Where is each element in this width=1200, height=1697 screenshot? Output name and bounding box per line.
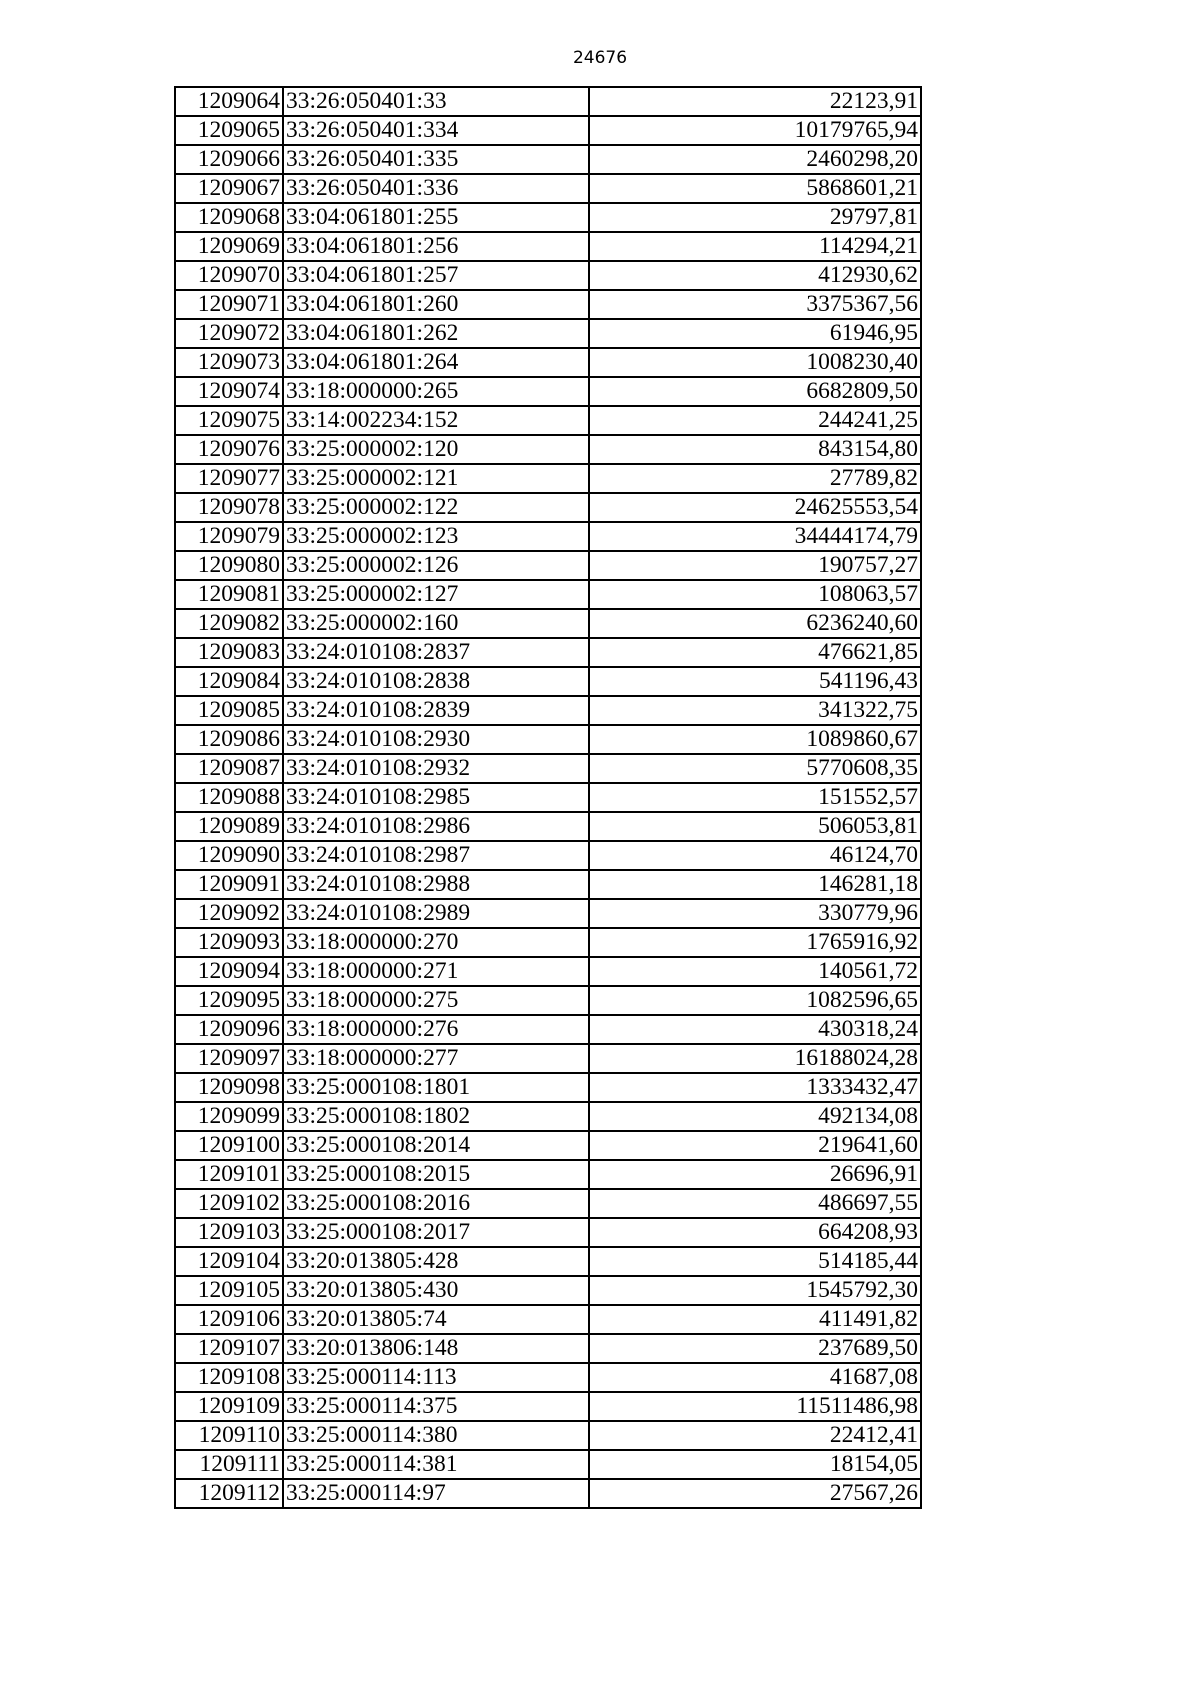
cadastral-value-cell: 5770608,35: [589, 754, 921, 783]
row-number-cell: 1209096: [175, 1015, 283, 1044]
table-row: [175, 725, 921, 754]
row-number-cell: 1209105: [175, 1276, 283, 1305]
cadastral-number-cell: 33:24:010108:2930: [283, 725, 589, 754]
cadastral-number-cell: 33:26:050401:334: [283, 116, 589, 145]
cadastral-value-cell: 5868601,21: [589, 174, 921, 203]
table-row: [175, 1044, 921, 1073]
table-row: [175, 174, 921, 203]
table-row: [175, 580, 921, 609]
cadastral-number-cell: 33:04:061801:256: [283, 232, 589, 261]
row-number-cell: 1209092: [175, 899, 283, 928]
cadastral-value-cell: 61946,95: [589, 319, 921, 348]
row-number-cell: 1209110: [175, 1421, 283, 1450]
cadastral-value-cell: 6682809,50: [589, 377, 921, 406]
row-number-cell: 1209108: [175, 1363, 283, 1392]
table-row: [175, 145, 921, 174]
cadastral-value-cell: 108063,57: [589, 580, 921, 609]
cadastral-number-cell: 33:18:000000:276: [283, 1015, 589, 1044]
table-row: [175, 1479, 921, 1508]
table-row: [175, 928, 921, 957]
cadastral-value-cell: 27567,26: [589, 1479, 921, 1508]
table-row: [175, 1276, 921, 1305]
cadastral-value-cell: 1545792,30: [589, 1276, 921, 1305]
cadastral-number-cell: 33:20:013805:74: [283, 1305, 589, 1334]
row-number-cell: 1209064: [175, 87, 283, 116]
table-row: [175, 986, 921, 1015]
cadastral-value-cell: 151552,57: [589, 783, 921, 812]
table-row: [175, 754, 921, 783]
cadastral-value-cell: 190757,27: [589, 551, 921, 580]
row-number-cell: 1209100: [175, 1131, 283, 1160]
cadastral-number-cell: 33:24:010108:2985: [283, 783, 589, 812]
row-number-cell: 1209091: [175, 870, 283, 899]
row-number-cell: 1209079: [175, 522, 283, 551]
cadastral-value-cell: 1333432,47: [589, 1073, 921, 1102]
row-number-cell: 1209067: [175, 174, 283, 203]
cadastral-number-cell: 33:25:000114:380: [283, 1421, 589, 1450]
row-number-cell: 1209072: [175, 319, 283, 348]
cadastral-value-cell: 411491,82: [589, 1305, 921, 1334]
cadastral-value-cell: 237689,50: [589, 1334, 921, 1363]
cadastral-number-cell: 33:04:061801:264: [283, 348, 589, 377]
cadastral-value-cell: 514185,44: [589, 1247, 921, 1276]
row-number-cell: 1209069: [175, 232, 283, 261]
cadastral-value-cell: 18154,05: [589, 1450, 921, 1479]
table-row: [175, 1073, 921, 1102]
row-number-cell: 1209089: [175, 812, 283, 841]
row-number-cell: 1209101: [175, 1160, 283, 1189]
cadastral-number-cell: 33:20:013805:430: [283, 1276, 589, 1305]
table-row: [175, 203, 921, 232]
table-row: [175, 261, 921, 290]
cadastral-value-cell: 664208,93: [589, 1218, 921, 1247]
cadastral-number-cell: 33:25:000108:2017: [283, 1218, 589, 1247]
table-row: [175, 348, 921, 377]
table-row: [175, 493, 921, 522]
row-number-cell: 1209075: [175, 406, 283, 435]
cadastral-value-cell: 34444174,79: [589, 522, 921, 551]
row-number-cell: 1209071: [175, 290, 283, 319]
cadastral-number-cell: 33:25:000114:375: [283, 1392, 589, 1421]
cadastral-number-cell: 33:24:010108:2988: [283, 870, 589, 899]
cadastral-number-cell: 33:18:000000:271: [283, 957, 589, 986]
cadastral-value-cell: 1008230,40: [589, 348, 921, 377]
cadastral-value-cell: 41687,08: [589, 1363, 921, 1392]
cadastral-value-cell: 486697,55: [589, 1189, 921, 1218]
row-number-cell: 1209085: [175, 696, 283, 725]
table-row: [175, 435, 921, 464]
table-row: [175, 1363, 921, 1392]
cadastral-number-cell: 33:18:000000:265: [283, 377, 589, 406]
cadastral-number-cell: 33:24:010108:2837: [283, 638, 589, 667]
row-number-cell: 1209084: [175, 667, 283, 696]
cadastral-number-cell: 33:25:000108:1801: [283, 1073, 589, 1102]
row-number-cell: 1209095: [175, 986, 283, 1015]
table-row: [175, 1102, 921, 1131]
cadastral-number-cell: 33:18:000000:275: [283, 986, 589, 1015]
table-row: [175, 870, 921, 899]
row-number-cell: 1209090: [175, 841, 283, 870]
cadastral-number-cell: 33:25:000002:120: [283, 435, 589, 464]
cadastral-value-cell: 24625553,54: [589, 493, 921, 522]
cadastral-value-cell: 22123,91: [589, 87, 921, 116]
cadastral-number-cell: 33:25:000002:121: [283, 464, 589, 493]
cadastral-value-cell: 492134,08: [589, 1102, 921, 1131]
table-row: [175, 1247, 921, 1276]
cadastral-value-cell: 541196,43: [589, 667, 921, 696]
table-row: [175, 290, 921, 319]
table-row: [175, 638, 921, 667]
row-number-cell: 1209073: [175, 348, 283, 377]
table-row: [175, 551, 921, 580]
cadastral-number-cell: 33:24:010108:2838: [283, 667, 589, 696]
table-row: [175, 232, 921, 261]
row-number-cell: 1209065: [175, 116, 283, 145]
cadastral-value-cell: 330779,96: [589, 899, 921, 928]
cadastral-number-cell: 33:26:050401:336: [283, 174, 589, 203]
table-body: [175, 87, 921, 1508]
table-row: [175, 87, 921, 116]
table-row: [175, 812, 921, 841]
table-row: [175, 319, 921, 348]
table-row: [175, 1015, 921, 1044]
row-number-cell: 1209070: [175, 261, 283, 290]
row-number-cell: 1209109: [175, 1392, 283, 1421]
row-number-cell: 1209111: [175, 1450, 283, 1479]
table-row: [175, 1450, 921, 1479]
table-row: [175, 522, 921, 551]
table-row: [175, 1218, 921, 1247]
table-row: [175, 696, 921, 725]
table-row: [175, 1421, 921, 1450]
row-number-cell: 1209077: [175, 464, 283, 493]
cadastral-number-cell: 33:24:010108:2989: [283, 899, 589, 928]
cadastral-number-cell: 33:25:000114:113: [283, 1363, 589, 1392]
row-number-cell: 1209076: [175, 435, 283, 464]
cadastral-value-cell: 26696,91: [589, 1160, 921, 1189]
cadastral-value-cell: 114294,21: [589, 232, 921, 261]
cadastral-number-cell: 33:25:000002:122: [283, 493, 589, 522]
table-row: [175, 899, 921, 928]
cadastral-value-cell: 16188024,28: [589, 1044, 921, 1073]
cadastral-value-cell: 430318,24: [589, 1015, 921, 1044]
row-number-cell: 1209087: [175, 754, 283, 783]
cadastral-number-cell: 33:14:002234:152: [283, 406, 589, 435]
cadastral-number-cell: 33:25:000108:2016: [283, 1189, 589, 1218]
row-number-cell: 1209083: [175, 638, 283, 667]
cadastral-number-cell: 33:26:050401:335: [283, 145, 589, 174]
row-number-cell: 1209094: [175, 957, 283, 986]
row-number-cell: 1209112: [175, 1479, 283, 1508]
row-number-cell: 1209107: [175, 1334, 283, 1363]
cadastral-number-cell: 33:18:000000:277: [283, 1044, 589, 1073]
cadastral-number-cell: 33:24:010108:2839: [283, 696, 589, 725]
cadastral-number-cell: 33:25:000002:123: [283, 522, 589, 551]
cadastral-value-cell: 244241,25: [589, 406, 921, 435]
cadastral-number-cell: 33:20:013806:148: [283, 1334, 589, 1363]
cadastral-value-cell: 46124,70: [589, 841, 921, 870]
cadastral-number-cell: 33:04:061801:257: [283, 261, 589, 290]
cadastral-value-cell: 1089860,67: [589, 725, 921, 754]
table-row: [175, 783, 921, 812]
row-number-cell: 1209068: [175, 203, 283, 232]
row-number-cell: 1209098: [175, 1073, 283, 1102]
table-row: [175, 1189, 921, 1218]
cadastral-number-cell: 33:25:000114:381: [283, 1450, 589, 1479]
cadastral-number-cell: 33:20:013805:428: [283, 1247, 589, 1276]
row-number-cell: 1209086: [175, 725, 283, 754]
cadastral-value-cell: 341322,75: [589, 696, 921, 725]
cadastral-value-cell: 11511486,98: [589, 1392, 921, 1421]
cadastral-value-cell: 29797,81: [589, 203, 921, 232]
cadastral-value-cell: 412930,62: [589, 261, 921, 290]
row-number-cell: 1209078: [175, 493, 283, 522]
row-number-cell: 1209074: [175, 377, 283, 406]
table-row: [175, 464, 921, 493]
cadastral-number-cell: 33:24:010108:2932: [283, 754, 589, 783]
cadastral-value-cell: 506053,81: [589, 812, 921, 841]
table-row: [175, 841, 921, 870]
cadastral-value-cell: 10179765,94: [589, 116, 921, 145]
cadastral-value-cell: 6236240,60: [589, 609, 921, 638]
cadastral-value-cell: 3375367,56: [589, 290, 921, 319]
cadastral-number-cell: 33:25:000108:2015: [283, 1160, 589, 1189]
table-row: [175, 406, 921, 435]
cadastral-number-cell: 33:25:000108:1802: [283, 1102, 589, 1131]
table-row: [175, 609, 921, 638]
cadastral-value-cell: 146281,18: [589, 870, 921, 899]
table-row: [175, 1160, 921, 1189]
cadastral-value-cell: 219641,60: [589, 1131, 921, 1160]
cadastral-value-cell: 22412,41: [589, 1421, 921, 1450]
cadastral-value-cell: 2460298,20: [589, 145, 921, 174]
row-number-cell: 1209106: [175, 1305, 283, 1334]
cadastral-value-cell: 1082596,65: [589, 986, 921, 1015]
row-number-cell: 1209104: [175, 1247, 283, 1276]
cadastral-number-cell: 33:25:000002:127: [283, 580, 589, 609]
cadastral-value-table: [174, 86, 922, 1509]
table-row: [175, 957, 921, 986]
row-number-cell: 1209066: [175, 145, 283, 174]
table-row: [175, 667, 921, 696]
cadastral-number-cell: 33:25:000114:97: [283, 1479, 589, 1508]
cadastral-number-cell: 33:24:010108:2986: [283, 812, 589, 841]
row-number-cell: 1209082: [175, 609, 283, 638]
cadastral-number-cell: 33:26:050401:33: [283, 87, 589, 116]
row-number-cell: 1209088: [175, 783, 283, 812]
cadastral-value-cell: 1765916,92: [589, 928, 921, 957]
cadastral-number-cell: 33:04:061801:260: [283, 290, 589, 319]
row-number-cell: 1209099: [175, 1102, 283, 1131]
cadastral-number-cell: 33:24:010108:2987: [283, 841, 589, 870]
row-number-cell: 1209080: [175, 551, 283, 580]
cadastral-number-cell: 33:04:061801:255: [283, 203, 589, 232]
cadastral-value-cell: 843154,80: [589, 435, 921, 464]
cadastral-value-cell: 476621,85: [589, 638, 921, 667]
cadastral-number-cell: 33:25:000108:2014: [283, 1131, 589, 1160]
cadastral-number-cell: 33:25:000002:160: [283, 609, 589, 638]
row-number-cell: 1209081: [175, 580, 283, 609]
table-row: [175, 1392, 921, 1421]
cadastral-number-cell: 33:25:000002:126: [283, 551, 589, 580]
table-row: [175, 1334, 921, 1363]
cadastral-number-cell: 33:04:061801:262: [283, 319, 589, 348]
row-number-cell: 1209103: [175, 1218, 283, 1247]
table-row: [175, 1131, 921, 1160]
row-number-cell: 1209093: [175, 928, 283, 957]
cadastral-value-cell: 27789,82: [589, 464, 921, 493]
row-number-cell: 1209102: [175, 1189, 283, 1218]
table-row: [175, 377, 921, 406]
page-number: 24676: [572, 48, 628, 68]
table-row: [175, 116, 921, 145]
cadastral-value-cell: 140561,72: [589, 957, 921, 986]
row-number-cell: 1209097: [175, 1044, 283, 1073]
table-row: [175, 1305, 921, 1334]
cadastral-number-cell: 33:18:000000:270: [283, 928, 589, 957]
